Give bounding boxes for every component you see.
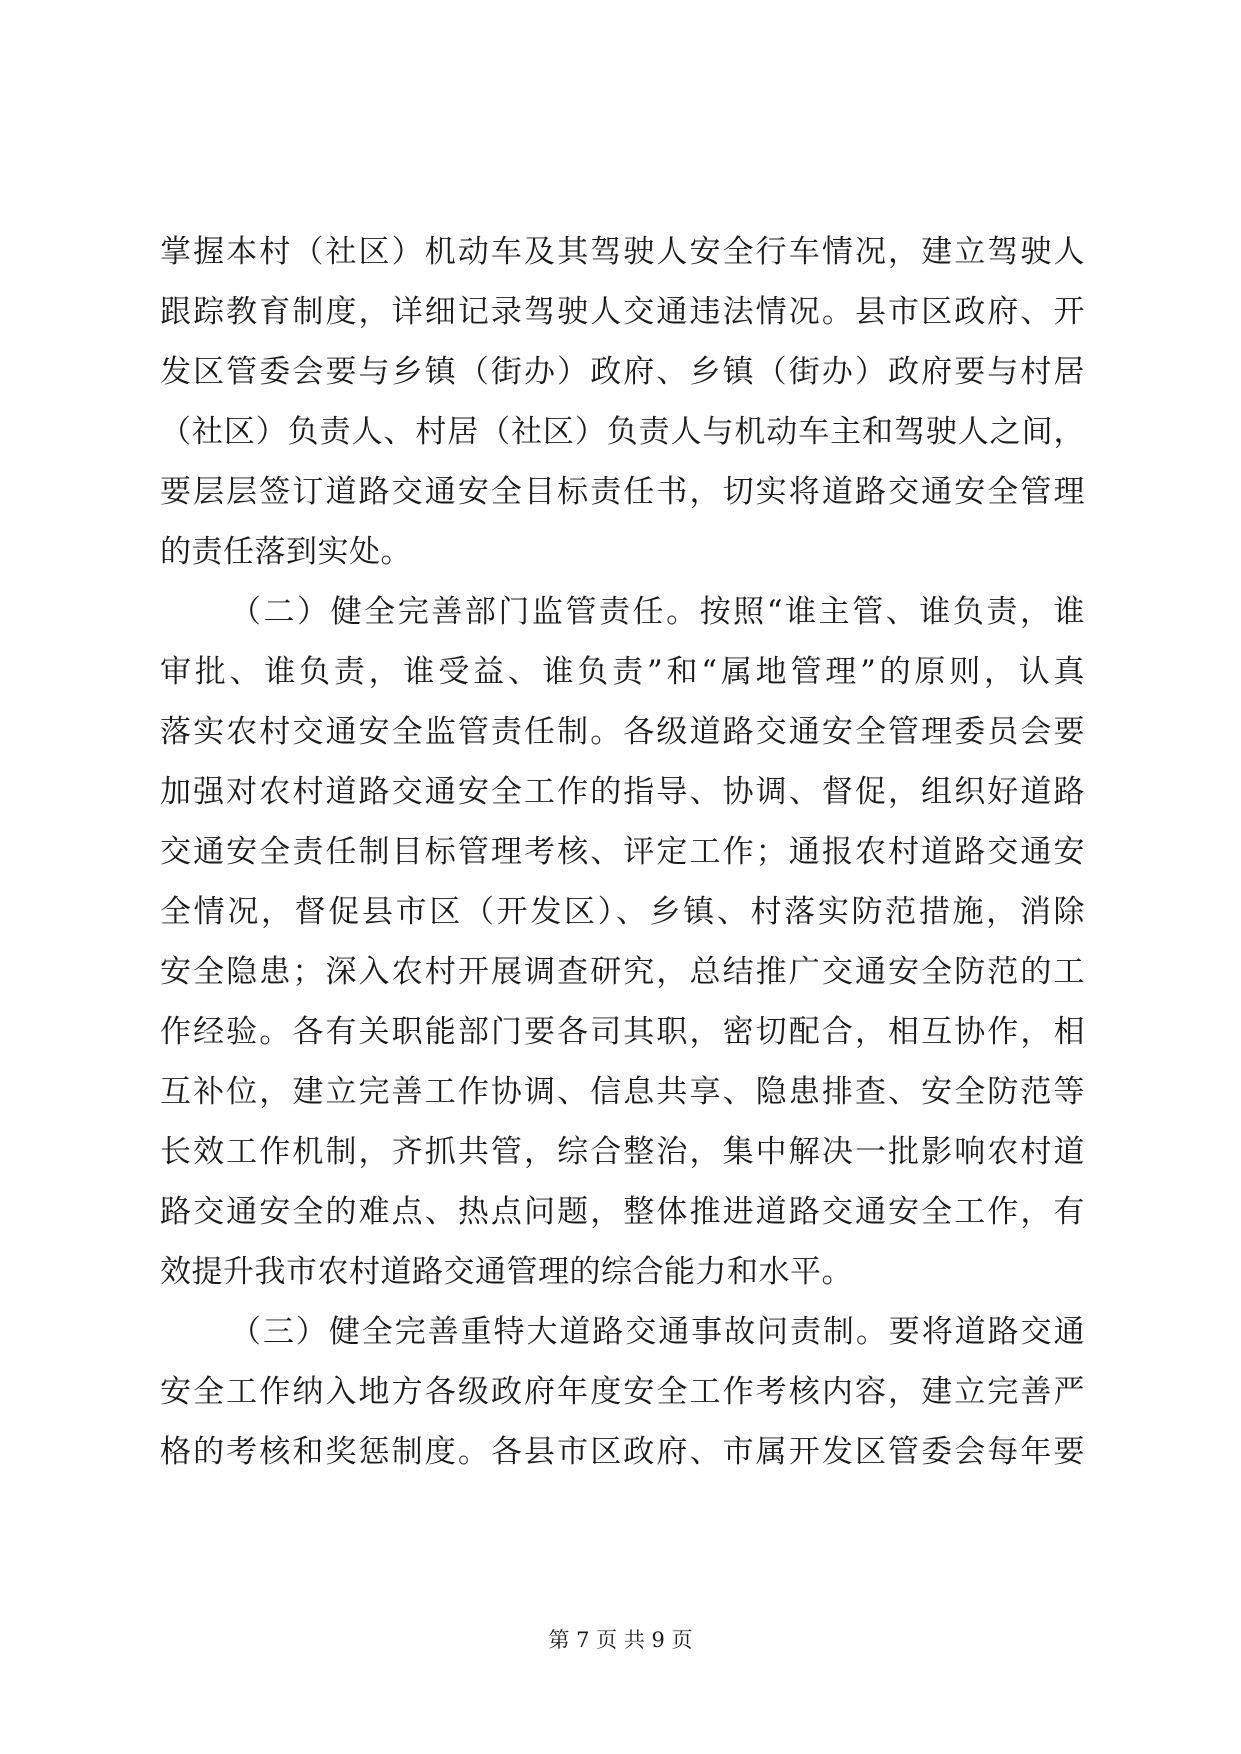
- text-line: 加强对农村道路交通安全工作的指导、协调、督促，组织好道路: [160, 774, 1085, 810]
- body-text: [160, 222, 1085, 1482]
- text-line: （社区）负责人、村居（社区）负责人与机动车主和驾驶人之间，: [160, 414, 1085, 450]
- text-line: 交通安全责任制目标管理考核、评定工作；通报农村道路交通安: [160, 834, 1085, 870]
- text-line: 掌握本村（社区）机动车及其驾驶人安全行车情况，建立驾驶人: [160, 234, 1085, 270]
- text-line: 安全隐患；深入农村开展调查研究，总结推广交通安全防范的工: [160, 954, 1085, 990]
- text-line: 的责任落到实处。: [160, 534, 412, 570]
- text-line: 长效工作机制，齐抓共管，综合整治，集中解决一批影响农村道: [160, 1134, 1085, 1170]
- text-line: 作经验。各有关职能部门要各司其职，密切配合，相互协作，相: [160, 1014, 1085, 1050]
- text-line: 全情况，督促县市区（开发区）、乡镇、村落实防范措施，消除: [160, 894, 1085, 930]
- text-line: 要层层签订道路交通安全目标责任书，切实将道路交通安全管理: [160, 474, 1085, 510]
- text-line: 发区管委会要与乡镇（街办）政府、乡镇（街办）政府要与村居: [160, 354, 1085, 390]
- text-line: 效提升我市农村道路交通管理的综合能力和水平。: [160, 1254, 853, 1290]
- text-line: 安全工作纳入地方各级政府年度安全工作考核内容，建立完善严: [160, 1374, 1085, 1410]
- text-line: 格的考核和奖惩制度。各县市区政府、市属开发区管委会每年要: [160, 1434, 1085, 1470]
- text-line: 审批、谁负责，谁受益、谁负责”和“属地管理”的原则，认真: [160, 654, 1085, 690]
- text-line: 跟踪教育制度，详细记录驾驶人交通违法情况。县市区政府、开: [160, 294, 1085, 330]
- paragraph-heading-line: （二）健全完善部门监管责任。按照“谁主管、谁负责，谁: [230, 594, 1085, 630]
- text-line: 落实农村交通安全监管责任制。各级道路交通安全管理委员会要: [160, 714, 1085, 750]
- page-footer: 第 7 页 共 9 页: [548, 1628, 693, 1652]
- paragraph-heading-line: （三）健全完善重特大道路交通事故问责制。要将道路交通: [230, 1314, 1085, 1350]
- text-line: 互补位，建立完善工作协调、信息共享、隐患排查、安全防范等: [160, 1074, 1085, 1110]
- text-line: 路交通安全的难点、热点问题，整体推进道路交通安全工作，有: [160, 1194, 1085, 1230]
